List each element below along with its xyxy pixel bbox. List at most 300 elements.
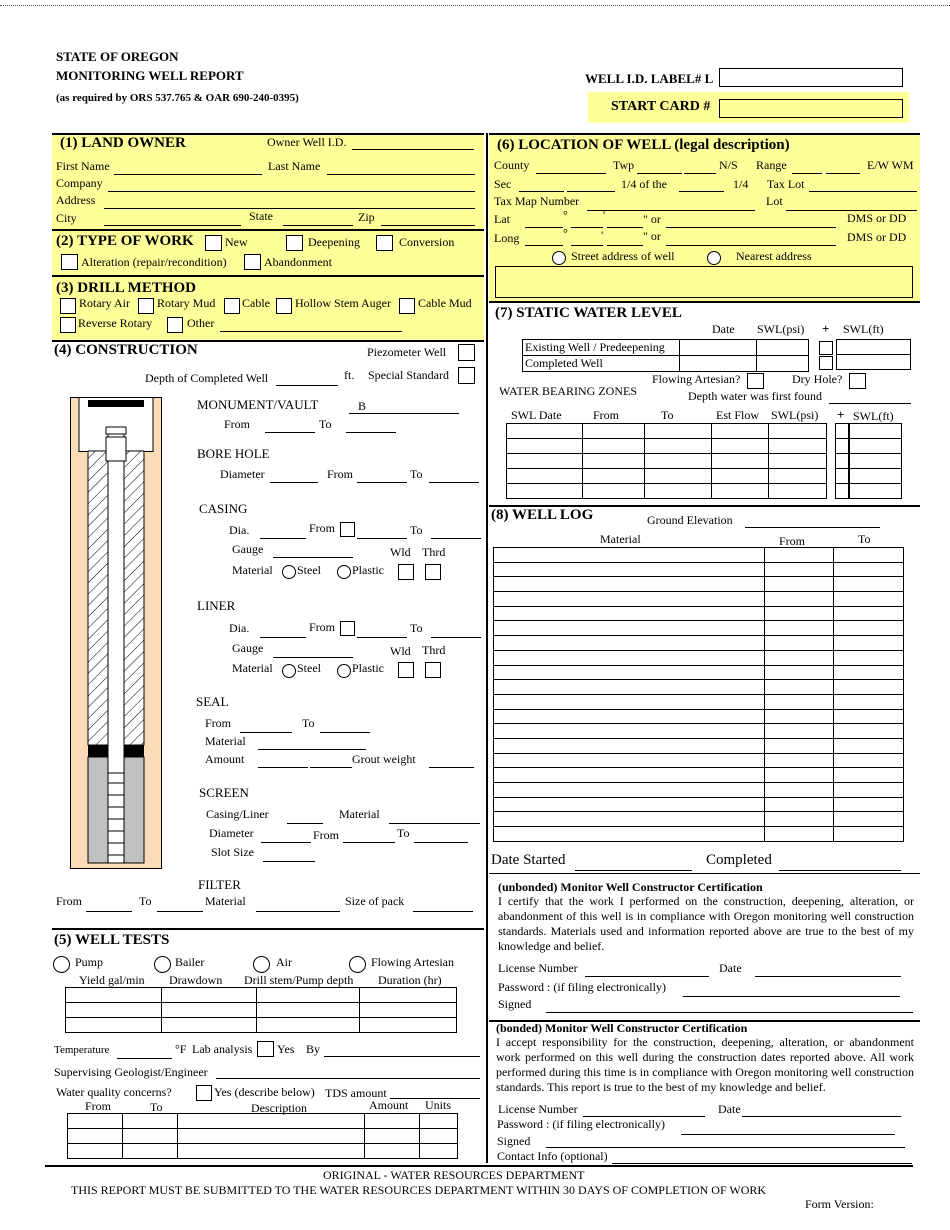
table-cell[interactable] [850,454,902,469]
nearest-address-radio[interactable] [707,251,721,265]
table-cell[interactable] [850,439,902,454]
range-field[interactable] [792,173,822,174]
table-cell[interactable] [834,768,904,783]
cert1-license-field[interactable] [585,976,709,977]
table-cell[interactable] [769,439,827,454]
table-cell[interactable] [507,469,583,484]
table-cell[interactable] [162,1003,257,1018]
water-quality-checkbox[interactable] [196,1085,212,1101]
table-cell[interactable] [834,548,904,563]
ground-elev-field[interactable] [745,527,880,528]
temperature-field[interactable] [117,1058,172,1059]
table-cell[interactable] [162,988,257,1003]
casing-gauge-field[interactable] [273,557,353,558]
ew-field[interactable] [826,173,860,174]
table-cell[interactable] [769,454,827,469]
new-checkbox[interactable] [205,235,222,251]
other-checkbox[interactable] [167,317,183,333]
table-cell[interactable] [494,650,765,665]
table-cell[interactable] [178,1144,365,1159]
s3-title: (3) DRILL METHOD [56,280,197,296]
table-row [494,753,904,768]
lab-analysis-checkbox[interactable] [257,1041,274,1057]
quarter-field-1[interactable] [567,191,615,192]
table-cell[interactable] [834,680,904,695]
table-cell[interactable] [178,1129,365,1144]
reverse-rotary-label: Reverse Rotary [78,316,153,330]
table-cell[interactable] [494,636,765,651]
table-cell[interactable] [494,812,765,827]
cert1-date-field[interactable] [755,976,901,977]
table-cell[interactable] [494,606,765,621]
table-cell[interactable] [257,1018,360,1033]
table-cell[interactable] [836,469,849,484]
long-dd-field[interactable] [666,245,836,246]
table-cell[interactable] [765,709,834,724]
city-field[interactable] [104,225,241,226]
seal-amount-label: Amount [205,752,245,766]
table-cell[interactable] [765,636,834,651]
screen-to-field[interactable] [414,842,468,843]
filter-from-label: From [56,894,83,908]
size-of-pack-field[interactable] [413,911,473,912]
table-cell[interactable] [645,424,712,439]
county-field[interactable] [536,173,606,174]
seal-material-field[interactable] [258,749,366,750]
table-cell[interactable] [68,1114,123,1129]
casing-dia-field[interactable] [260,538,306,539]
table-cell[interactable] [769,484,827,499]
table-cell[interactable] [365,1129,420,1144]
s5-top-rule [52,928,484,930]
liner-to-field[interactable] [431,637,481,638]
table-cell[interactable] [680,356,757,372]
table-cell[interactable] [365,1114,420,1129]
table-cell[interactable] [66,988,162,1003]
well-label-label: WELL I.D. LABEL# L [585,71,714,86]
alteration-checkbox[interactable] [61,254,78,270]
table-cell[interactable] [712,439,769,454]
ns-field[interactable] [684,173,716,174]
last-name-field[interactable] [327,174,475,175]
table-cell[interactable] [765,680,834,695]
table-cell[interactable] [494,694,765,709]
owner-well-id-field[interactable] [352,149,474,150]
screen-diameter-field[interactable] [261,842,311,843]
casing-thrd-checkbox[interactable] [425,564,441,580]
depth-completed-field[interactable] [276,385,338,386]
table-cell[interactable] [494,797,765,812]
casing-dia-label: Dia. [229,523,250,537]
table-cell[interactable] [123,1129,178,1144]
table-cell[interactable] [583,484,645,499]
table-cell[interactable] [834,827,904,842]
lat-sec-field[interactable] [607,227,643,228]
table-cell[interactable] [834,562,904,577]
table-cell[interactable] [583,439,645,454]
lat-deg-field[interactable] [525,227,563,228]
table-cell[interactable] [494,665,765,680]
bailer-radio[interactable] [154,956,171,973]
table-cell[interactable] [162,1018,257,1033]
table-cell[interactable] [66,1018,162,1033]
completed-field[interactable] [779,870,901,871]
supervising-field[interactable] [216,1078,480,1079]
table-cell[interactable] [494,562,765,577]
table-cell[interactable] [834,812,904,827]
liner-gauge-field[interactable] [273,657,353,658]
abandonment-checkbox[interactable] [244,254,261,270]
table-cell[interactable] [257,988,360,1003]
seal-amount-field-1[interactable] [258,767,308,768]
pump-radio[interactable] [53,956,70,973]
table-cell[interactable] [507,439,583,454]
table-cell[interactable] [834,592,904,607]
tax-lot-field[interactable] [809,191,917,192]
liner-wld-label: Wld [390,644,411,658]
dry-hole-label: Dry Hole? [792,372,843,386]
table-row [494,694,904,709]
table-cell[interactable] [765,548,834,563]
table-row [836,439,849,454]
filter-material-field[interactable] [256,911,340,912]
table-cell[interactable] [66,1003,162,1018]
monument-to-field[interactable] [346,432,396,433]
header-statute: (as required by ORS 537.765 & OAR 690-240-0395) [56,92,299,104]
flowing-artesian-checkbox[interactable] [747,373,764,389]
table-row [494,783,904,798]
table-row [494,577,904,592]
table-cell[interactable] [850,469,902,484]
last-name-label: Last Name [268,159,321,173]
table-cell[interactable] [837,355,911,370]
table-cell[interactable] [494,753,765,768]
table-cell[interactable] [765,606,834,621]
tax-map-field[interactable] [587,210,755,211]
table-cell[interactable] [420,1114,458,1129]
cert2-password-field[interactable] [681,1134,895,1135]
table-cell[interactable] [494,680,765,695]
table-cell[interactable] [494,783,765,798]
grout-weight-field[interactable] [429,767,474,768]
cable-mud-checkbox[interactable] [399,298,415,314]
deepening-checkbox[interactable] [286,235,303,251]
table-cell[interactable] [494,621,765,636]
table-cell[interactable] [712,454,769,469]
table-cell[interactable] [494,577,765,592]
table-cell[interactable] [507,454,583,469]
table-cell[interactable] [645,454,712,469]
table-cell[interactable] [834,694,904,709]
rotary-mud-label: Rotary Mud [157,296,216,310]
table-cell[interactable] [257,1003,360,1018]
monument-field[interactable] [349,413,459,414]
table-row [494,650,904,665]
company-field[interactable] [108,191,475,192]
lat-dd-field[interactable] [666,227,836,228]
liner-wld-checkbox[interactable] [398,662,414,678]
table-cell[interactable] [765,724,834,739]
other-field[interactable] [220,331,402,332]
cert1-signed-field[interactable] [546,1012,913,1013]
temperature-label: Temperature [54,1044,110,1056]
table-cell[interactable] [360,1003,457,1018]
quarter-label: 1/4 [733,177,749,191]
table-row [494,592,904,607]
table-cell[interactable] [178,1114,365,1129]
table-cell[interactable] [834,577,904,592]
table-cell[interactable] [834,783,904,798]
quarter-of-label: 1/4 of the [621,177,667,191]
screen-material-field[interactable] [389,823,480,824]
cert2-signed-field[interactable] [546,1147,905,1148]
table-cell[interactable] [765,650,834,665]
rotary-air-checkbox[interactable] [60,298,76,314]
rotary-mud-checkbox[interactable] [138,298,154,314]
table-cell[interactable] [123,1144,178,1159]
column-divider [486,133,488,1163]
filter-label: FILTER [198,877,241,892]
first-name-field[interactable] [114,174,262,175]
owner-well-id-label: Owner Well I.D. [267,135,347,149]
table-cell[interactable] [494,548,765,563]
liner-to-label: To [410,621,423,635]
street-address-radio[interactable] [552,251,566,265]
reverse-rotary-checkbox[interactable] [60,317,76,333]
completed-label: Completed [706,852,772,868]
footer-notice: THIS REPORT MUST BE SUBMITTED TO THE WATER RESOURCES DEPARTMENT WITHIN 30 DAYS OF COMPLETION OF WORK [71,1183,767,1197]
table-cell[interactable] [765,562,834,577]
table-cell[interactable] [420,1129,458,1144]
table-cell[interactable] [712,469,769,484]
special-standard-checkbox[interactable] [458,367,475,384]
table-cell[interactable] [765,694,834,709]
table-cell[interactable] [850,424,902,439]
wbz-plus-column [835,423,849,499]
hollow-stem-label: Hollow Stem Auger [295,296,391,310]
address-field[interactable] [104,208,475,209]
table-cell[interactable] [68,1129,123,1144]
long-min-field[interactable] [571,245,603,246]
table-row [494,636,904,651]
date-started-label: Date Started [491,852,566,868]
conversion-checkbox[interactable] [376,235,393,251]
casing-to-label: To [410,523,423,537]
wq-col-amount: Amount [369,1098,409,1112]
table-cell[interactable] [765,738,834,753]
s4-title: (4) CONSTRUCTION [54,342,198,358]
table-row [68,1129,458,1144]
liner-label: LINER [197,598,236,613]
table-cell[interactable] [765,753,834,768]
seal-to-field[interactable] [320,732,370,733]
footer-original: ORIGINAL - WATER RESOURCES DEPARTMENT [323,1168,585,1182]
table-cell[interactable] [583,469,645,484]
lat-min-field[interactable] [571,227,603,228]
cert2-contact-field[interactable] [612,1163,912,1164]
table-cell[interactable] [834,636,904,651]
table-cell[interactable] [365,1144,420,1159]
casing-liner-field[interactable] [287,823,323,824]
table-cell[interactable] [765,797,834,812]
lat-min-symbol: ' [603,208,606,222]
casing-from-checkbox[interactable] [340,522,355,537]
cable-mud-label: Cable Mud [418,296,472,310]
dry-hole-checkbox[interactable] [849,373,866,389]
table-cell[interactable] [645,484,712,499]
table-cell[interactable] [757,356,809,372]
table-cell[interactable] [834,650,904,665]
long-label: Long [494,231,520,245]
monument-label: MONUMENT/VAULT [197,397,319,412]
long-deg-field[interactable] [525,245,563,246]
table-cell[interactable] [494,724,765,739]
table-cell[interactable] [834,797,904,812]
table-cell[interactable] [68,1144,123,1159]
table-cell[interactable] [765,768,834,783]
table-cell[interactable] [494,709,765,724]
well-label-input[interactable] [719,68,903,87]
flowing-artesian-radio[interactable] [349,956,366,973]
table-cell[interactable] [494,827,765,842]
table-cell[interactable] [769,424,827,439]
air-radio[interactable] [253,956,270,973]
table-cell[interactable] [507,484,583,499]
address-label: Address [56,193,96,207]
date-started-field[interactable] [575,870,692,871]
table-cell[interactable] [494,768,765,783]
filter-to-field[interactable] [157,911,203,912]
monument-from-field[interactable] [265,432,315,433]
screen-from-field[interactable] [343,842,395,843]
table-cell[interactable] [123,1114,178,1129]
table-cell[interactable] [836,454,849,469]
address-textarea[interactable] [495,266,913,298]
s8-title: (8) WELL LOG [491,507,594,523]
table-cell[interactable] [494,738,765,753]
table-row [494,738,904,753]
table-cell[interactable] [836,439,849,454]
swl-date-header: Date [712,322,735,336]
cert2-date-field[interactable] [742,1116,901,1117]
table-cell[interactable] [360,988,457,1003]
zip-field[interactable] [381,225,475,226]
monument-to-label: To [319,417,332,431]
table-cell[interactable] [420,1144,458,1159]
table-cell[interactable] [765,577,834,592]
casing-plastic-radio[interactable] [337,565,351,579]
depth-first-field[interactable] [829,403,911,404]
long-sec-field[interactable] [607,245,643,246]
table-cell[interactable] [834,724,904,739]
state-field[interactable] [283,225,353,226]
hollow-stem-checkbox[interactable] [276,298,292,314]
twp-field[interactable] [637,173,682,174]
table-cell[interactable] [836,484,849,499]
table-cell[interactable] [769,469,827,484]
table-cell[interactable] [765,783,834,798]
slot-size-field[interactable] [263,861,315,862]
table-cell[interactable] [757,340,809,356]
cert1-password-field[interactable] [683,996,900,997]
table-cell[interactable] [765,621,834,636]
table-cell[interactable] [583,424,645,439]
swl-plus-checkbox-1[interactable] [819,341,833,355]
start-card-label: START CARD # [611,99,711,114]
wq-col-units: Units [425,1098,452,1112]
cable-checkbox[interactable] [224,298,240,314]
filter-from-field[interactable] [86,911,132,912]
table-cell[interactable] [645,469,712,484]
table-cell[interactable] [850,484,902,499]
table-cell[interactable] [645,439,712,454]
sec-label: Sec [494,177,512,191]
seal-amount-field-2[interactable] [310,767,352,768]
casing-steel-radio[interactable] [282,565,296,579]
table-row [850,454,902,469]
casing-wld-checkbox[interactable] [398,564,414,580]
bore-to-field[interactable] [429,482,479,483]
liner-from-field[interactable] [357,637,407,638]
table-row [837,340,911,355]
swl-plus-checkbox-2[interactable] [819,356,833,370]
bore-diameter-field[interactable] [270,482,318,483]
table-cell[interactable] [680,340,757,356]
screen-from-label: From [313,828,340,842]
wbz-label: WATER BEARING ZONES [499,384,637,398]
liner-from-checkbox[interactable] [340,621,355,636]
table-cell[interactable] [494,592,765,607]
start-card-input[interactable] [719,99,903,118]
quarter-field-2[interactable] [679,191,724,192]
seal-from-field[interactable] [240,732,292,733]
liner-thrd-checkbox[interactable] [425,662,441,678]
pump-label: Pump [75,955,104,969]
casing-to-field[interactable] [431,538,481,539]
table-cell[interactable] [507,424,583,439]
deepening-label: Deepening [308,235,360,249]
well-tests-table [65,987,457,1033]
liner-dia-field[interactable] [260,637,306,638]
table-cell[interactable] [834,665,904,680]
table-cell[interactable] [834,738,904,753]
table-cell[interactable] [712,424,769,439]
table-cell[interactable] [765,827,834,842]
table-cell[interactable] [834,606,904,621]
liner-steel-radio[interactable] [282,664,296,678]
bore-from-field[interactable] [357,482,407,483]
table-cell[interactable] [837,340,911,355]
table-cell[interactable] [834,709,904,724]
table-cell[interactable] [583,454,645,469]
monument-value: B [358,399,367,413]
table-cell[interactable] [834,621,904,636]
casing-from-field[interactable] [357,538,407,539]
liner-plastic-radio[interactable] [337,664,351,678]
table-cell[interactable] [765,812,834,827]
piezometer-checkbox[interactable] [458,344,475,361]
table-cell[interactable] [765,665,834,680]
table-cell[interactable] [836,424,849,439]
tax-map-label: Tax Map Number [494,194,580,208]
table-cell[interactable] [834,753,904,768]
sec-field[interactable] [519,191,564,192]
table-cell[interactable] [765,592,834,607]
bore-to-label: To [410,467,423,481]
table-cell[interactable] [360,1018,457,1033]
lab-by-field[interactable] [324,1056,480,1057]
table-cell[interactable] [712,484,769,499]
